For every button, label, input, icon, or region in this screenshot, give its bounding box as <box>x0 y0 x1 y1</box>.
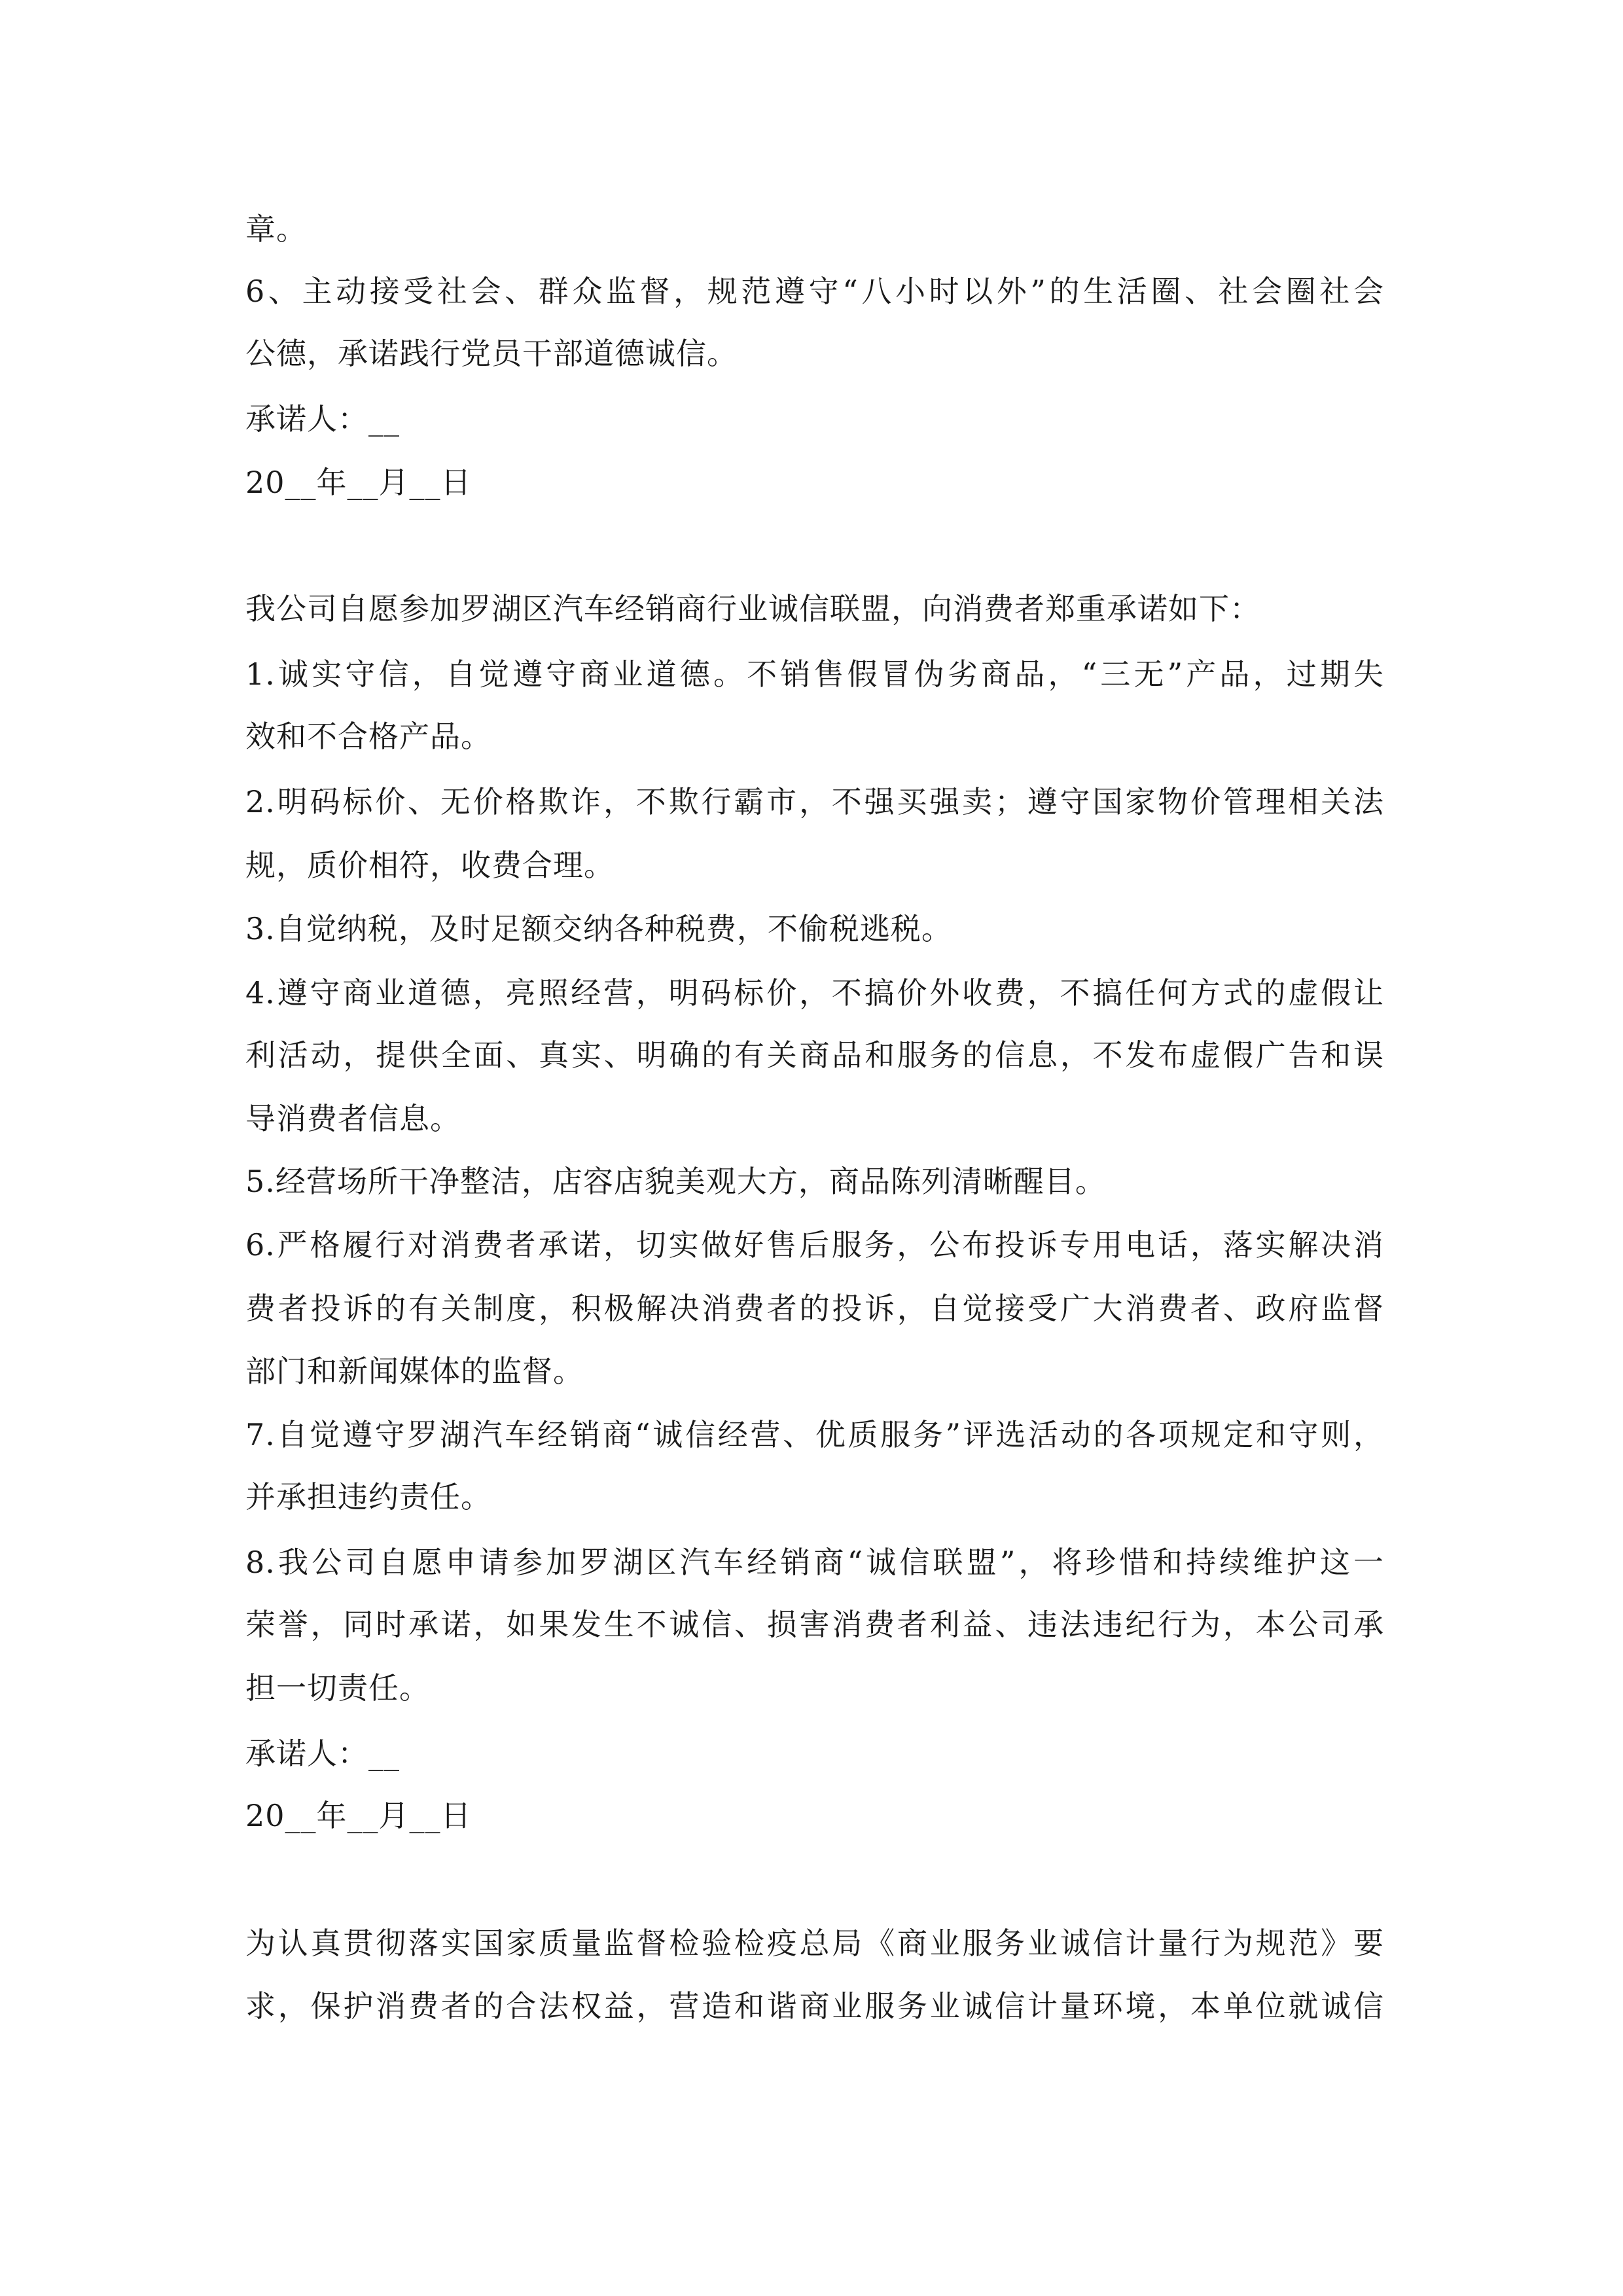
section3-line2: 求，保护消费者的合法权益，营造和谐商业服务业诚信计量环境，本单位就诚信 <box>245 1988 1384 2024</box>
section1-continuation: 章。 <box>245 211 307 247</box>
section3-line1: 为认真贯彻落实国家质量监督检验检疫总局《商业服务业诚信计量行为规范》要 <box>245 1926 1384 1961</box>
section2-item4-line3: 导消费者信息。 <box>245 1101 461 1136</box>
section2-item6-line2: 费者投诉的有关制度，积极解决消费者的投诉，自觉接受广大消费者、政府监督 <box>245 1291 1384 1326</box>
section1-item6-line2: 公德，承诺践行党员干部道德诚信。 <box>245 336 738 371</box>
section2-item8-line1: 8.我公司自愿申请参加罗湖区汽车经销商“诚信联盟”，将珍惜和持续维护这一 <box>245 1545 1384 1580</box>
section2-item7-line2: 并承担违约责任。 <box>245 1479 491 1515</box>
section2-item4-line1: 4.遵守商业道德，亮照经营，明码标价，不搞价外收费，不搞任何方式的虚假让 <box>245 975 1384 1011</box>
section2-item3: 3.自觉纳税，及时足额交纳各种税费，不偷税逃税。 <box>245 911 952 946</box>
section2-item4-line2: 利活动，提供全面、真实、明确的有关商品和服务的信息，不发布虚假广告和误 <box>245 1037 1384 1073</box>
section2-promisor: 承诺人：__ <box>245 1736 400 1771</box>
section2-intro: 我公司自愿参加罗湖区汽车经销商行业诚信联盟，向消费者郑重承诺如下： <box>245 591 1260 626</box>
section2-date: 20__年__月__日 <box>245 1798 472 1833</box>
section2-item5: 5.经营场所干净整洁，店容店貌美观大方，商品陈列清晰醒目。 <box>245 1164 1106 1199</box>
section2-item6-line3: 部门和新闻媒体的监督。 <box>245 1354 584 1389</box>
section1-date: 20__年__月__日 <box>245 465 472 500</box>
section2-item1-line1: 1.诚实守信，自觉遵守商业道德。不销售假冒伪劣商品，“三无”产品，过期失 <box>245 656 1384 692</box>
section1-promisor: 承诺人：__ <box>245 401 400 437</box>
section2-item6-line1: 6.严格履行对消费者承诺，切实做好售后服务，公布投诉专用电话，落实解决消 <box>245 1227 1384 1263</box>
section2-item2-line1: 2.明码标价、无价格欺诈，不欺行霸市，不强买强卖；遵守国家物价管理相关法 <box>245 784 1384 819</box>
section2-item2-line2: 规，质价相符，收费合理。 <box>245 848 615 883</box>
section2-item8-line3: 担一切责任。 <box>245 1670 430 1706</box>
section2-item8-line2: 荣誉，同时承诺，如果发生不诚信、损害消费者利益、违法违纪行为，本公司承 <box>245 1607 1384 1642</box>
section1-item6-line1: 6、主动接受社会、群众监督，规范遵守“八小时以外”的生活圈、社会圈社会 <box>245 274 1384 309</box>
section2-item1-line2: 效和不合格产品。 <box>245 719 491 754</box>
section2-item7-line1: 7.自觉遵守罗湖汽车经销商“诚信经营、优质服务”评选活动的各项规定和守则， <box>245 1417 1384 1452</box>
